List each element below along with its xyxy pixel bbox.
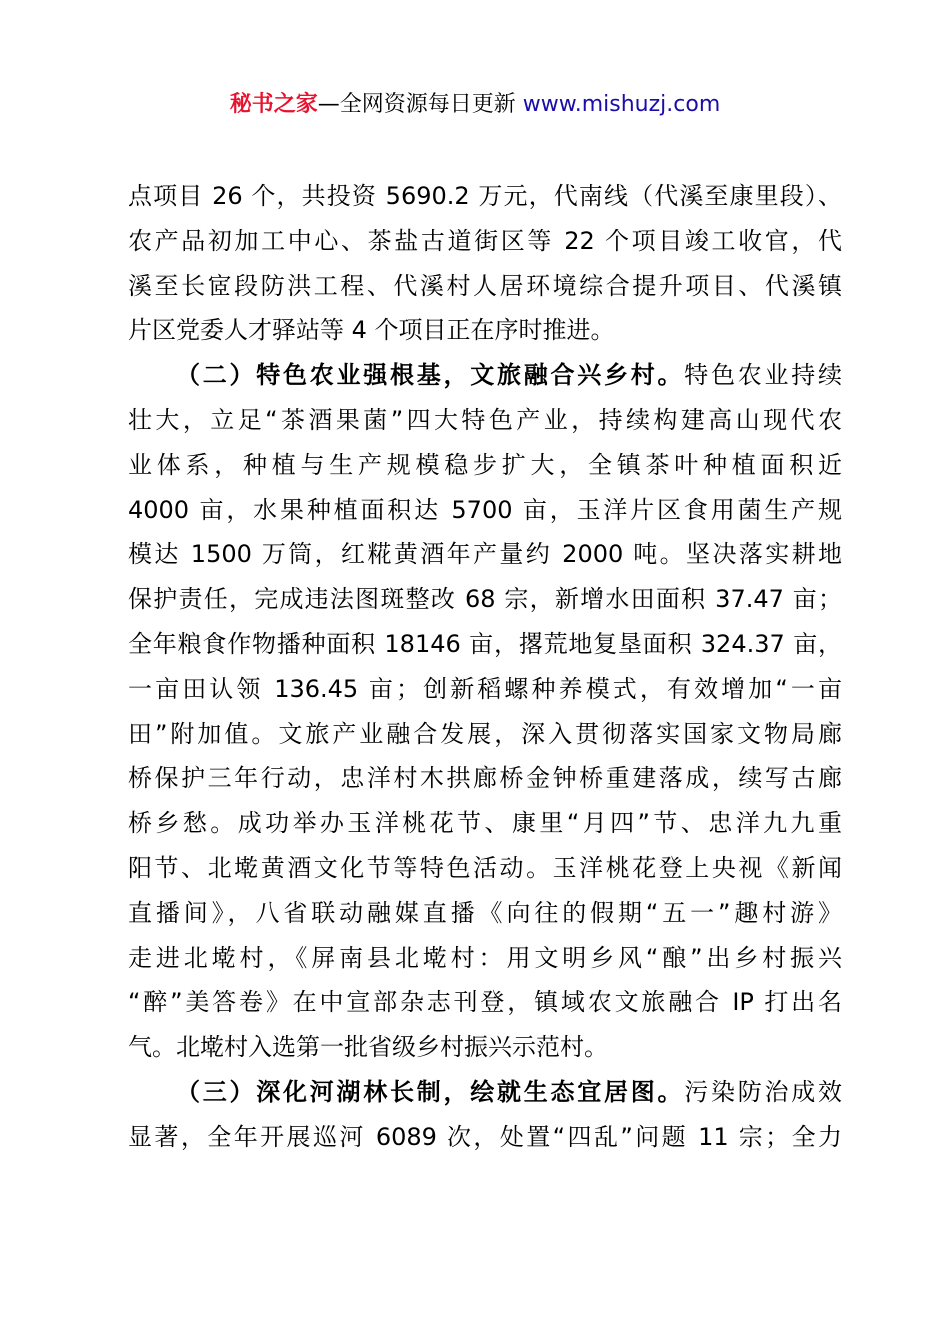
section-heading-3: （三）深化河湖林长制，绘就生态宜居图。 [176,1077,685,1106]
site-url-link[interactable]: www.mishuzj.com [522,92,721,117]
text-line: 阳节、北墘黄酒文化节等特色活动。玉洋桃花登上央视《新闻 [128,853,842,882]
text-line: 显著，全年开展巡河 6089 次，处置“四乱”问题 11 宗；全力 [128,1122,842,1151]
text-line: 走进北墘村，《屏南县北墘村：用文明乡风“酿”出乡村振兴 [128,943,842,972]
text-line: 片区党委人才驿站等 4 个项目正在序时推进。 [128,316,615,345]
text-line: 一亩田认领 136.45 亩；创新稻螺种养模式，有效增加“一亩 [128,674,842,703]
text-line: 壮大，立足“茶酒果菌”四大特色产业，持续构建高山现代农 [128,405,842,434]
text-line: 气。北墘村入选第一批省级乡村振兴示范村。 [128,1033,608,1062]
text-line: 直播间》，八省联动融媒直播《向往的假期“五一”趣村游》 [128,898,842,927]
paragraph-2 [128,353,842,1070]
paragraph-3 [128,1070,842,1160]
text-line: 全年粮食作物播种面积 18146 亩，撂荒地复垦面积 324.37 亩， [128,629,842,658]
text-line: 农产品初加工中心、茶盐古道街区等 22 个项目竣工收官，代 [128,226,842,255]
text-line: 溪至长宧段防洪工程、代溪村人居环境综合提升项目、代溪镇 [128,271,842,300]
paragraph-2-first-line [128,353,842,398]
text-line: 保护责任，完成违法图斑整改 68 宗，新增水田面积 37.47 亩； [128,585,842,614]
site-header [0,88,950,122]
text-line: 点项目 26 个，共投资 5690.2 万元，代南线（代溪至康里段）、 [128,182,842,210]
site-brand: 秘书之家 [229,92,318,117]
paragraph-1 [128,174,842,353]
section-heading-2: （二）特色农业强根基，文旅融合兴乡村。 [176,361,685,390]
text-line: 桥保护三年行动，忠洋村木拱廊桥金钟桥重建落成，续写古廊 [128,764,842,793]
text-line: 模达 1500 万筒，红糀黄酒年产量约 2000 吨。坚决落实耕地 [128,540,842,569]
text-line: 田”附加值。文旅产业融合发展，深入贯彻落实国家文物局廊 [128,719,842,748]
text-line: 桥乡愁。成功举办玉洋桃花节、康里“月四”节、忠洋九九重 [128,809,842,838]
text-line: 4000 亩，水果种植面积达 5700 亩，玉洋片区食用菌生产规 [128,495,842,524]
text-segment: 特色农业持续 [684,361,842,390]
site-tagline: —全网资源每日更新 [317,92,523,117]
text-line: 业体系，种植与生产规模稳步扩大，全镇茶叶种植面积近 [128,450,842,479]
text-line: “醉”美答卷》在中宣部杂志刊登，镇域农文旅融合 IP 打出名 [128,988,842,1017]
text-segment: 污染防治成效 [684,1077,842,1106]
paragraph-3-first-line [128,1070,842,1115]
document-body [128,174,842,1160]
